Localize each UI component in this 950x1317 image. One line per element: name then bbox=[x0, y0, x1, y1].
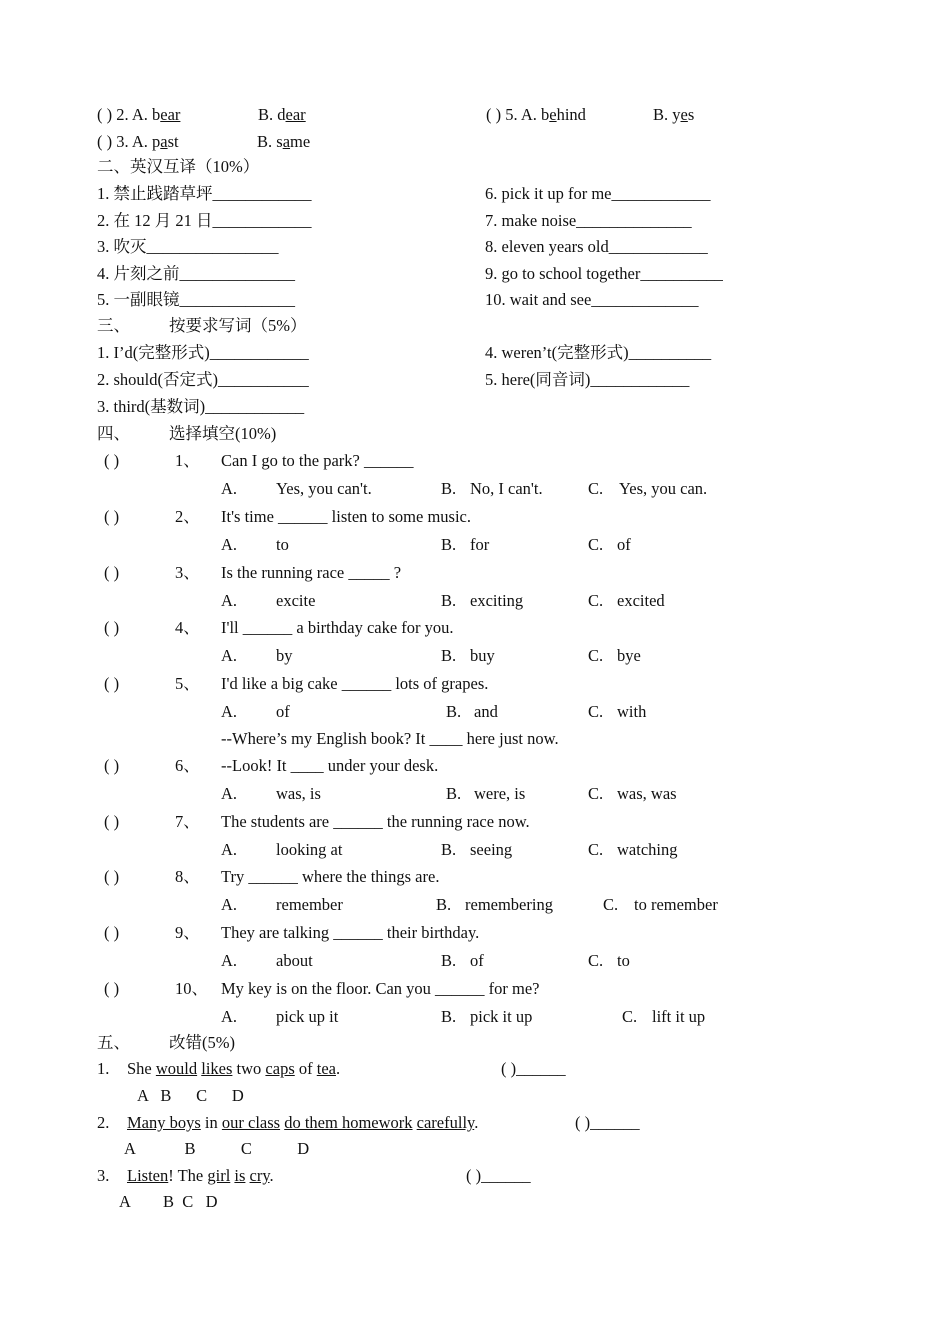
option-c-letter: C. bbox=[588, 535, 604, 554]
option-c-text: was, was bbox=[617, 784, 677, 803]
word-form-item: 1. I’d(完整形式)____________ bbox=[97, 343, 309, 362]
option-a-text: of bbox=[276, 702, 290, 721]
question-stem: Try ______ where the things are. bbox=[221, 867, 440, 886]
option-a-letter: A. bbox=[221, 784, 238, 803]
option-b-text: remembering bbox=[465, 895, 553, 914]
option-c-letter: C. bbox=[588, 951, 604, 970]
option-b-letter: B. bbox=[441, 1007, 457, 1026]
phonetics-q2: ( ) 2. A. bear bbox=[97, 105, 181, 124]
option-c-text: with bbox=[617, 702, 647, 721]
option-b-text: were, is bbox=[474, 784, 526, 803]
answer-paren: ( ) bbox=[104, 867, 120, 886]
section2-heading: 二、英汉互译（10%） bbox=[97, 157, 260, 176]
error-q3-answer: ( )______ bbox=[466, 1166, 531, 1185]
option-b-letter: B. bbox=[441, 479, 457, 498]
translation-item: 9. go to school together__________ bbox=[485, 264, 723, 283]
section4-heading-num: 四、 bbox=[97, 424, 130, 443]
option-c-letter: C. bbox=[588, 702, 604, 721]
question-stem: Is the running race _____ ? bbox=[221, 563, 402, 582]
translation-item: 5. 一副眼镜______________ bbox=[97, 290, 295, 309]
option-b-letter: B. bbox=[441, 646, 457, 665]
translation-item: 6. pick it up for me____________ bbox=[485, 184, 711, 203]
question-context: --Where’s my English book? It ____ here just now. bbox=[221, 729, 559, 748]
question-stem: I'd like a big cake ______ lots of grapes. bbox=[221, 674, 489, 693]
option-c-letter: C. bbox=[588, 840, 604, 859]
option-b-letter: B. bbox=[446, 784, 462, 803]
answer-paren: ( ) bbox=[104, 618, 120, 637]
question-number: 2、 bbox=[175, 507, 200, 526]
option-c-text: lift it up bbox=[652, 1007, 706, 1026]
answer-paren: ( ) bbox=[104, 674, 120, 693]
option-b-letter: B. bbox=[441, 535, 457, 554]
question-number: 6、 bbox=[175, 756, 200, 775]
error-q2-sentence: Many boys in our class do them homework carefully. bbox=[127, 1113, 479, 1132]
option-a-text: to bbox=[276, 535, 289, 554]
answer-paren: ( ) bbox=[104, 923, 120, 942]
error-q3-sentence: Listen! The girl is cry. bbox=[127, 1166, 274, 1185]
option-b-text: buy bbox=[470, 646, 495, 665]
question-stem: I'll ______ a birthday cake for you. bbox=[221, 618, 454, 637]
option-a-text: pick up it bbox=[276, 1007, 339, 1026]
error-q2-number: 2. bbox=[97, 1113, 110, 1132]
error-q3-number: 3. bbox=[97, 1166, 110, 1185]
option-b-text: for bbox=[470, 535, 490, 554]
option-a-text: excite bbox=[276, 591, 316, 610]
option-b-text: seeing bbox=[470, 840, 513, 859]
answer-paren: ( ) bbox=[104, 756, 120, 775]
translation-item: 7. make noise______________ bbox=[485, 211, 692, 230]
section3-heading: 按要求写词（5%） bbox=[169, 316, 307, 335]
translation-item: 2. 在 12 月 21 日____________ bbox=[97, 211, 312, 230]
error-q1-sentence: She would likes two caps of tea. bbox=[127, 1059, 341, 1078]
question-number: 8、 bbox=[175, 867, 200, 886]
option-b-letter: B. bbox=[441, 840, 457, 859]
option-a-letter: A. bbox=[221, 535, 238, 554]
answer-paren: ( ) bbox=[104, 979, 120, 998]
option-a-text: about bbox=[276, 951, 313, 970]
question-stem: --Look! It ____ under your desk. bbox=[221, 756, 439, 775]
question-stem: Can I go to the park? ______ bbox=[221, 451, 414, 470]
question-stem: My key is on the floor. Can you ______ for me? bbox=[221, 979, 540, 998]
option-a-text: remember bbox=[276, 895, 343, 914]
option-a-letter: A. bbox=[221, 702, 238, 721]
translation-item: 3. 吹灭________________ bbox=[97, 237, 279, 256]
option-b-letter: B. bbox=[436, 895, 452, 914]
option-b-letter: B. bbox=[446, 702, 462, 721]
error-q1-number: 1. bbox=[97, 1059, 110, 1078]
phonetics-q3-option-b: B. same bbox=[257, 132, 311, 151]
option-b-text: pick it up bbox=[470, 1007, 533, 1026]
error-q1-answer: ( )______ bbox=[501, 1059, 566, 1078]
question-number: 4、 bbox=[175, 618, 200, 637]
section5-heading: 改错(5%) bbox=[169, 1033, 235, 1052]
option-c-letter: C. bbox=[588, 591, 604, 610]
option-a-text: by bbox=[276, 646, 293, 665]
option-b-text: exciting bbox=[470, 591, 524, 610]
word-form-item: 4. weren’t(完整形式)__________ bbox=[485, 343, 712, 362]
option-c-text: of bbox=[617, 535, 631, 554]
error-q2-answer: ( )______ bbox=[575, 1113, 640, 1132]
option-a-letter: A. bbox=[221, 646, 238, 665]
option-c-letter: C. bbox=[622, 1007, 638, 1026]
question-number: 5、 bbox=[175, 674, 200, 693]
answer-paren: ( ) bbox=[104, 451, 120, 470]
option-c-letter: C. bbox=[603, 895, 619, 914]
option-b-text: No, I can't. bbox=[470, 479, 543, 498]
translation-item: 8. eleven years old____________ bbox=[485, 237, 708, 256]
option-a-letter: A. bbox=[221, 1007, 238, 1026]
question-number: 1、 bbox=[175, 451, 200, 470]
translation-item: 4. 片刻之前______________ bbox=[97, 264, 295, 283]
option-c-text: excited bbox=[617, 591, 665, 610]
option-c-letter: C. bbox=[588, 479, 604, 498]
option-b-letter: B. bbox=[441, 591, 457, 610]
answer-paren: ( ) bbox=[104, 563, 120, 582]
question-stem: It's time ______ listen to some music. bbox=[221, 507, 471, 526]
answer-paren: ( ) bbox=[104, 812, 120, 831]
translation-item: 1. 禁止践踏草坪____________ bbox=[97, 184, 312, 203]
word-form-item: 3. third(基数词)____________ bbox=[97, 397, 305, 416]
error-q2-letters: A B C D bbox=[124, 1139, 310, 1158]
question-number: 7、 bbox=[175, 812, 200, 831]
word-form-item: 5. here(同音词)____________ bbox=[485, 370, 690, 389]
option-b-text: and bbox=[474, 702, 498, 721]
option-a-letter: A. bbox=[221, 895, 238, 914]
answer-paren: ( ) bbox=[104, 507, 120, 526]
section5-heading-num: 五、 bbox=[97, 1033, 130, 1052]
question-number: 3、 bbox=[175, 563, 200, 582]
phonetics-q5: ( ) 5. A. behind bbox=[486, 105, 586, 124]
option-a-text: looking at bbox=[276, 840, 343, 859]
question-number: 9、 bbox=[175, 923, 200, 942]
option-a-letter: A. bbox=[221, 951, 238, 970]
option-b-text: of bbox=[470, 951, 484, 970]
phonetics-q5-option-b: B. yes bbox=[653, 105, 695, 124]
option-b-letter: B. bbox=[441, 951, 457, 970]
option-c-letter: C. bbox=[588, 646, 604, 665]
question-number: 10、 bbox=[175, 979, 208, 998]
option-a-letter: A. bbox=[221, 479, 238, 498]
section4-heading: 选择填空(10%) bbox=[169, 424, 277, 443]
error-q1-letters: A B C D bbox=[137, 1086, 244, 1105]
option-a-text: Yes, you can't. bbox=[276, 479, 372, 498]
error-q3-letters: A B C D bbox=[119, 1192, 218, 1211]
option-a-letter: A. bbox=[221, 591, 238, 610]
option-c-text: Yes, you can. bbox=[619, 479, 708, 498]
word-form-item: 2. should(否定式)___________ bbox=[97, 370, 309, 389]
option-a-letter: A. bbox=[221, 840, 238, 859]
option-a-text: was, is bbox=[276, 784, 321, 803]
question-stem: They are talking ______ their birthday. bbox=[221, 923, 480, 942]
phonetics-q2-option-b: B. dear bbox=[258, 105, 306, 124]
question-stem: The students are ______ the running race now. bbox=[221, 812, 530, 831]
option-c-letter: C. bbox=[588, 784, 604, 803]
option-c-text: bye bbox=[617, 646, 641, 665]
option-c-text: to remember bbox=[634, 895, 718, 914]
translation-item: 10. wait and see_____________ bbox=[485, 290, 699, 309]
section3-heading-num: 三、 bbox=[97, 316, 130, 335]
option-c-text: watching bbox=[617, 840, 678, 859]
phonetics-q3: ( ) 3. A. past bbox=[97, 132, 179, 151]
option-c-text: to bbox=[617, 951, 630, 970]
